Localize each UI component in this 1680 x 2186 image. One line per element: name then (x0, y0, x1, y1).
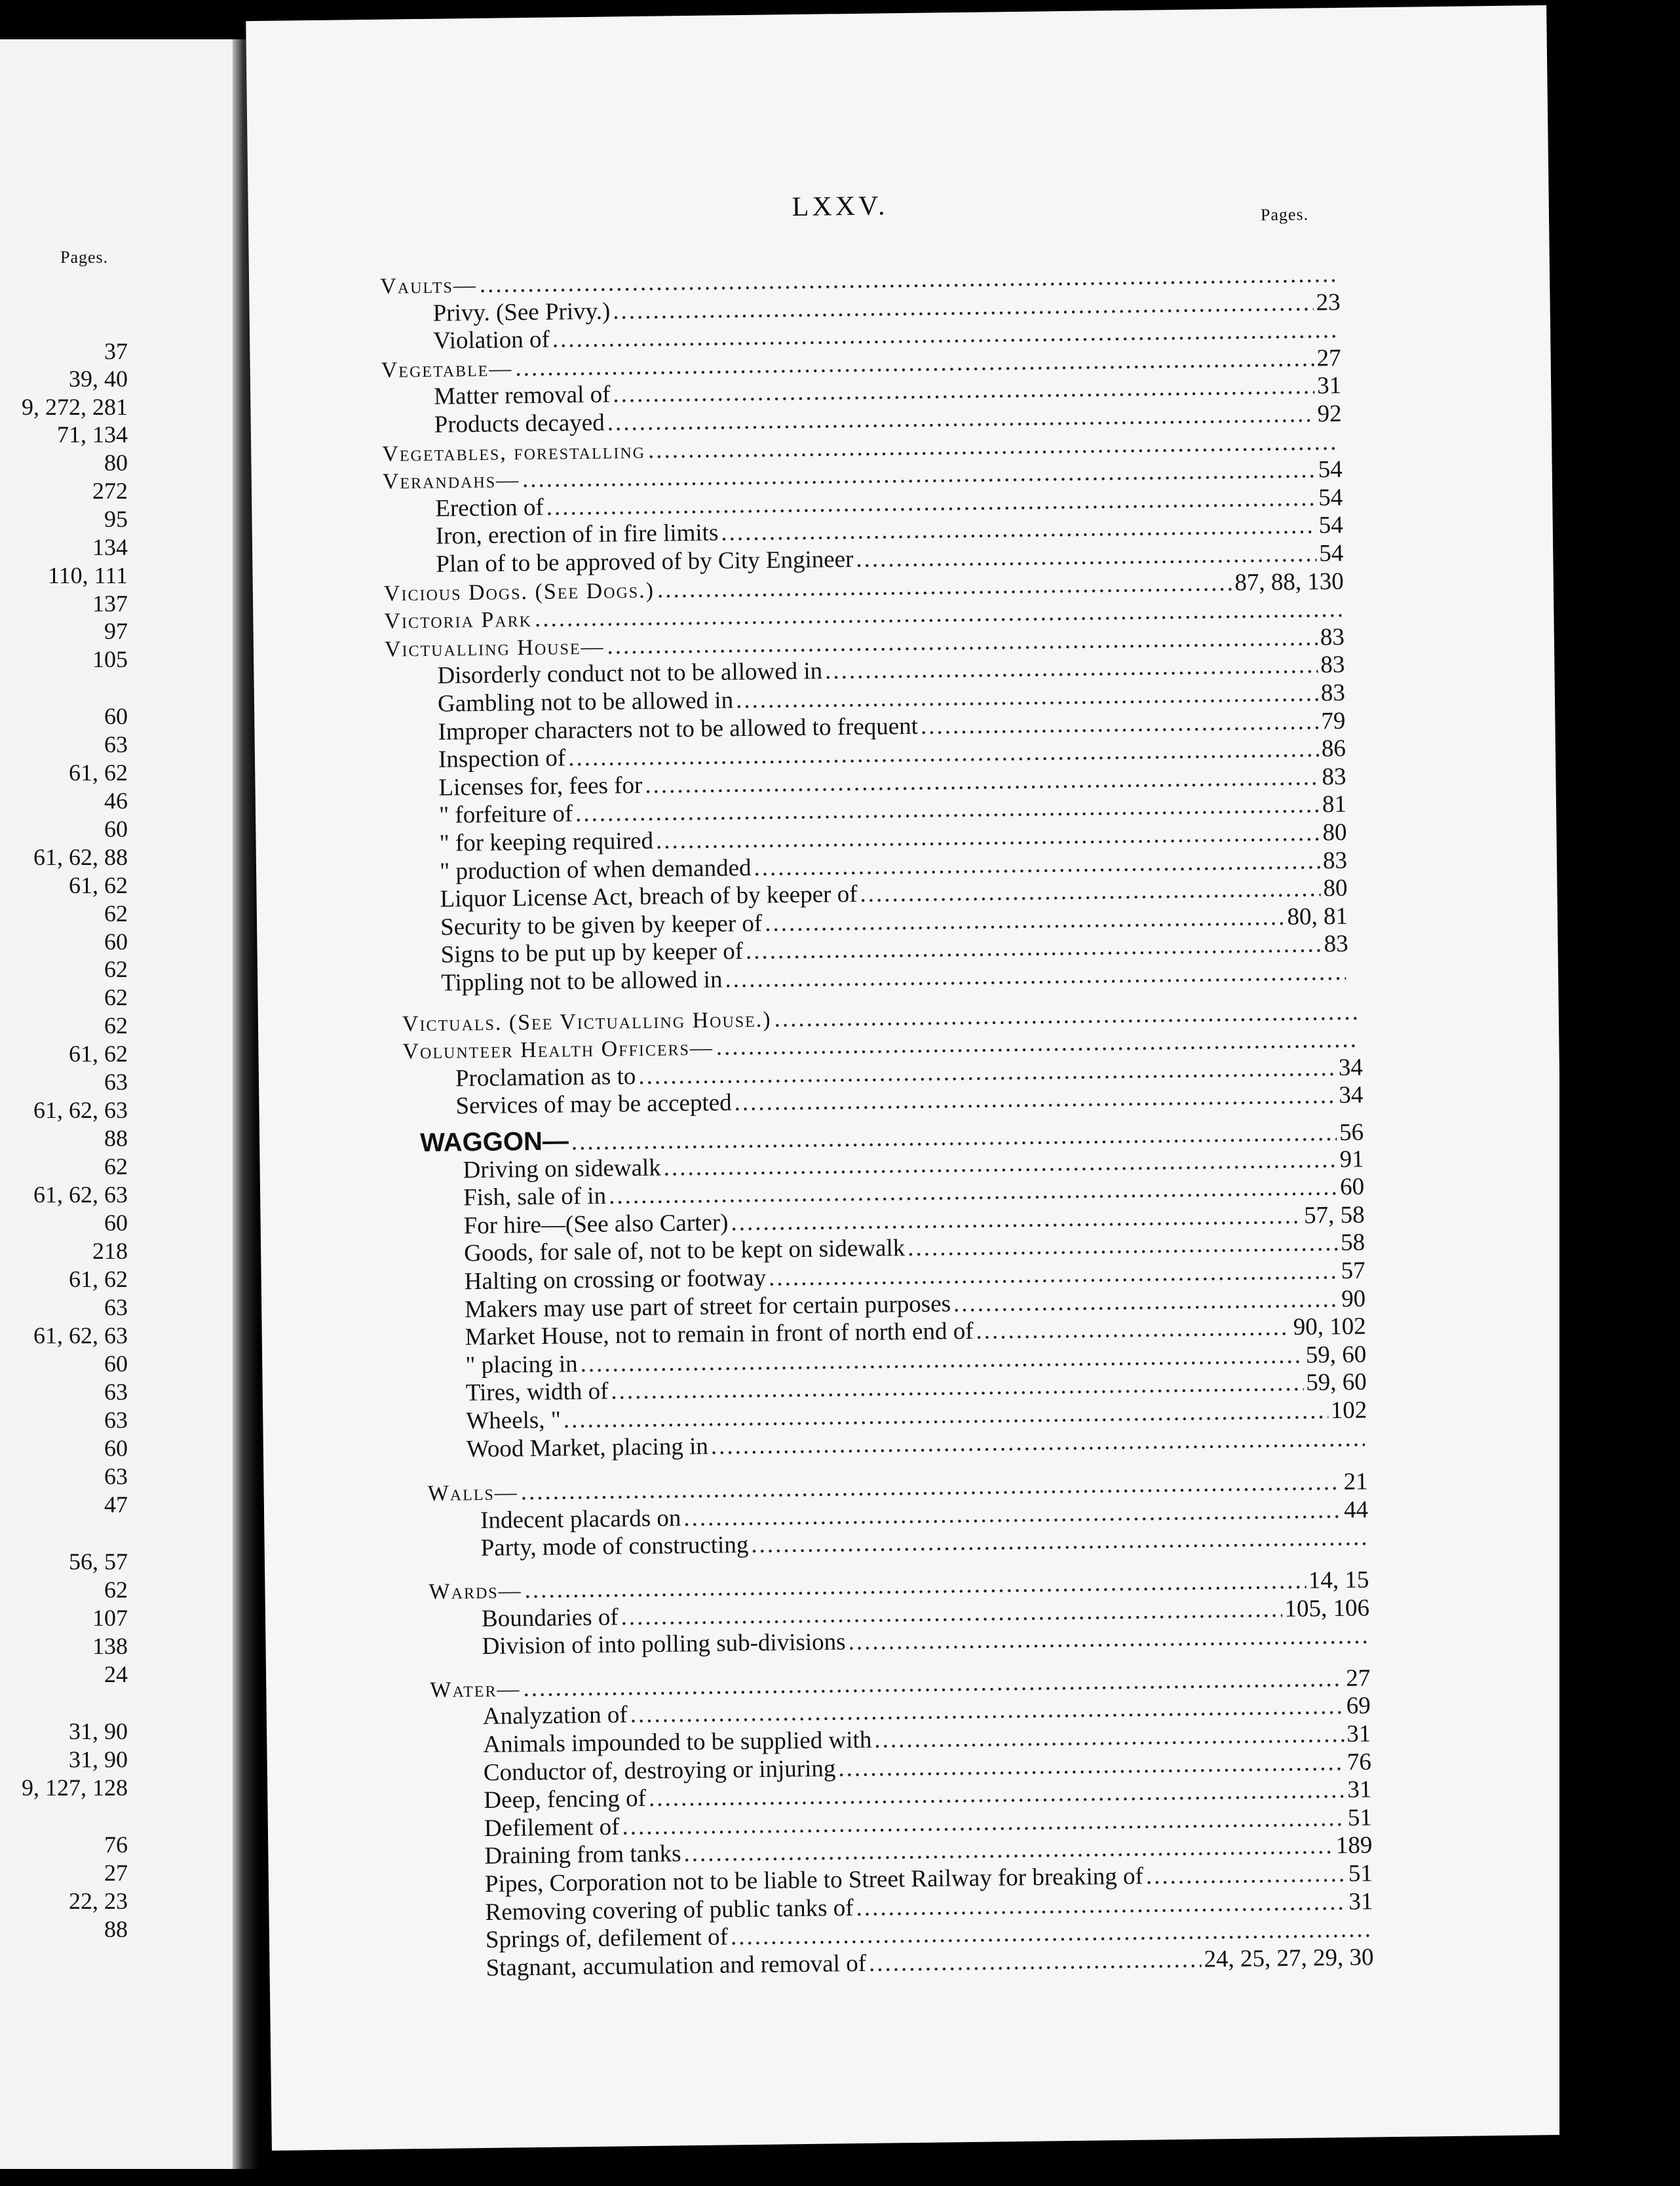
entry-text: Privy. (See Privy.) (432, 297, 611, 327)
left-page-ref: 134 (92, 534, 128, 560)
entry-text: Plan of to be approved of by City Engineer (436, 545, 854, 578)
page-folio: LXXV. (792, 191, 888, 223)
entry-text: Gambling not to be allowed in (437, 687, 734, 718)
leader-dots (869, 1945, 1202, 1978)
entry-text: Defilement of (484, 1813, 620, 1842)
left-page-ref: 63 (104, 731, 128, 757)
entry-pages: 54 (1318, 484, 1343, 512)
entry-pages: 90, 102 (1293, 1313, 1366, 1341)
left-page-ref: 37 (104, 338, 128, 364)
entry-text: Licenses for, fees for (438, 771, 643, 801)
left-page-ref: 272 (92, 478, 128, 504)
entry-text: Fish, sale of in (463, 1182, 607, 1212)
left-page-ref: 9, 127, 128 (22, 1774, 128, 1801)
entry-pages: 60 (1339, 1173, 1365, 1201)
entry-pages: 79 (1321, 707, 1346, 735)
left-page-ref: 110, 111 (48, 562, 128, 588)
left-page-ref: 88 (104, 1916, 128, 1942)
entry-text: Matter removal of (433, 381, 611, 411)
left-page-ref: 22, 23 (69, 1888, 128, 1914)
entry-pages: 80 (1323, 874, 1348, 902)
entry-text: Removing covering of public tanks of (485, 1894, 854, 1926)
leader-dots (848, 1622, 1367, 1657)
entry-text: Wood Market, placing in (466, 1432, 709, 1463)
left-page-ref: 107 (92, 1605, 128, 1631)
left-page-ref: 39, 40 (69, 366, 128, 392)
left-page-ref: 137 (92, 590, 128, 617)
entry-text: Victualling House— (384, 634, 605, 662)
left-page-ref: 60 (104, 1210, 128, 1236)
left-page-ref: 97 (104, 618, 128, 644)
entry-pages: 59, 60 (1305, 1368, 1367, 1397)
left-page-ref: 63 (104, 1407, 128, 1433)
entry-pages: 34 (1339, 1081, 1364, 1109)
entry-text: Boundaries of (481, 1603, 619, 1632)
entry-text: Security to be given by keeper of (440, 910, 763, 941)
left-page-ref: 63 (104, 1379, 128, 1405)
entry-text: Vegetable— (381, 356, 513, 383)
left-page-ref: 31, 90 (69, 1746, 128, 1773)
right-page (246, 5, 1573, 2151)
left-page-ref: 62 (104, 956, 128, 982)
entry-text: Conductor of, destroying or injuring (483, 1755, 836, 1786)
entry-pages: 31 (1348, 1888, 1373, 1915)
entry-text: Animals impounded to be supplied with (483, 1726, 872, 1759)
entry-text: Improper characters not to be allowed to frequent (438, 712, 919, 746)
left-page-ref: 9, 272, 281 (22, 394, 128, 420)
entry-pages: 23 (1316, 288, 1341, 316)
entry-text: Vegetables, forestalling (382, 438, 646, 467)
entry-pages: 24, 25, 27, 29, 30 (1204, 1944, 1374, 1973)
left-page-ref: 95 (104, 506, 128, 532)
left-page-ref: 62 (104, 1577, 128, 1603)
entry-text: Market House, not to remain in front of north end of (465, 1318, 974, 1351)
entry-pages: 14, 15 (1308, 1566, 1369, 1594)
left-page-ref: 61, 62, 88 (33, 844, 128, 870)
left-page-ref: 60 (104, 929, 128, 955)
entry-pages: 44 (1343, 1496, 1369, 1524)
entry-text: Tires, width of (465, 1378, 609, 1407)
left-page-ref: 31, 90 (69, 1718, 128, 1744)
left-page-ref: 61, 62, 63 (33, 1097, 128, 1123)
entry-text: Services of may be accepted (455, 1089, 732, 1120)
left-page-ref: 61, 62 (69, 1266, 128, 1292)
left-page-ref: 88 (104, 1125, 128, 1151)
entry-pages: 31 (1346, 1720, 1371, 1748)
left-page-ref: 105 (92, 646, 128, 672)
left-page (0, 39, 236, 2169)
left-page-ref: 62 (104, 984, 128, 1010)
entry-text: Proclamation as to (455, 1062, 636, 1092)
entry-text: Inspection of (438, 744, 566, 773)
entry-text: Vicious Dogs. (See Dogs.) (383, 578, 655, 606)
left-page-ref: 56, 57 (69, 1548, 128, 1575)
entry-text: Pipes, Corporation not to be liable to Street Railway for breaking of (484, 1862, 1144, 1898)
entry-pages: 31 (1316, 372, 1342, 400)
entry-text: Verandahs— (382, 468, 520, 494)
left-page-ref: 61, 62, 63 (33, 1181, 128, 1208)
entry-text: Violation of (432, 326, 550, 355)
left-page-ref: 71, 134 (57, 421, 128, 448)
entry-pages: 87, 88, 130 (1234, 567, 1345, 596)
entry-pages: 27 (1316, 344, 1341, 372)
entry-text: Volunteer Health Officers— (402, 1035, 714, 1064)
entry-text: Signs to be put up by keeper of (440, 938, 744, 969)
entry-pages: 58 (1340, 1229, 1365, 1257)
entry-text: Victoria Park (384, 607, 533, 634)
left-page-ref: 47 (104, 1491, 128, 1518)
entry-text: Erection of (435, 493, 544, 522)
left-page-ref: 63 (104, 1069, 128, 1095)
entry-text: Water— (430, 1677, 521, 1702)
left-page-ref: 27 (104, 1860, 128, 1886)
left-page-ref: 76 (104, 1831, 128, 1858)
entry-pages: 105, 106 (1284, 1594, 1370, 1622)
entry-pages: 92 (1317, 400, 1342, 428)
entry-pages: 21 (1343, 1468, 1368, 1496)
entry-pages: 80 (1322, 818, 1347, 847)
entry-pages: 69 (1346, 1692, 1371, 1720)
entry-pages: 57, 58 (1303, 1201, 1365, 1229)
entry-text: Driving on sidewalk (463, 1154, 662, 1183)
entry-pages: 76 (1346, 1748, 1372, 1776)
entry-pages: 86 (1321, 735, 1346, 763)
left-page-ref: 80 (104, 450, 128, 476)
entry-pages: 51 (1347, 1804, 1373, 1831)
left-page-ref: 61, 62 (69, 759, 128, 786)
left-page-ref: 61, 62, 63 (33, 1322, 128, 1349)
entry-pages: 57 (1341, 1257, 1365, 1284)
entry-pages: 83 (1322, 847, 1348, 874)
left-page-ref: 61, 62 (69, 872, 128, 898)
left-page-ref: 60 (104, 1435, 128, 1461)
entry-pages: 83 (1320, 679, 1346, 707)
entry-pages: 27 (1345, 1664, 1371, 1692)
entry-pages: 54 (1318, 456, 1343, 484)
entry-text: Wards— (429, 1579, 522, 1605)
left-page-ref: 218 (92, 1238, 128, 1264)
entry-pages: 90 (1341, 1285, 1366, 1313)
entry-text: Victuals. (See Victualling House.) (402, 1007, 772, 1037)
left-page-ref: 62 (104, 900, 128, 927)
entry-text: Vaults— (379, 273, 478, 299)
entry-pages: 54 (1318, 512, 1343, 539)
scan-border (1559, 0, 1680, 2186)
entry-text: Stagnant, accumulation and removal of (486, 1949, 867, 1982)
entry-pages: 83 (1320, 623, 1345, 651)
entry-text: Liquor License Act, breach of by keeper of (440, 881, 858, 913)
entry-text: Iron, erection of in fire limits (435, 519, 719, 550)
entry-pages: 54 (1319, 539, 1344, 567)
left-page-ref: 60 (104, 703, 128, 729)
entry-text: Analyzation of (482, 1701, 628, 1731)
left-page-ref: 138 (92, 1633, 128, 1659)
entry-text: " placing in (465, 1351, 578, 1379)
left-pages-label: Pages. (60, 248, 109, 267)
entry-pages: 102 (1330, 1396, 1367, 1425)
left-page-ref: 60 (104, 1351, 128, 1377)
entry-pages: 56 (1339, 1119, 1364, 1146)
entry-text: Draining from tanks (484, 1840, 681, 1870)
entry-text: Disorderly conduct not to be allowed in (437, 657, 823, 690)
entry-text: " for keeping required (439, 827, 654, 857)
entry-pages: 34 (1338, 1054, 1364, 1081)
left-page-ref: 63 (104, 1463, 128, 1489)
entry-text: Products decayed (434, 409, 605, 438)
entry-text: Goods, for sale of, not to be kept on sidewalk (463, 1235, 906, 1267)
entry-pages: 81 (1322, 791, 1347, 818)
left-page-ref: 62 (104, 1153, 128, 1179)
entry-text: Division of into polling sub-divisions (482, 1628, 846, 1660)
entry-text: Halting on crossing or footway (464, 1264, 767, 1295)
left-page-ref: 61, 62 (69, 1041, 128, 1067)
entry-text: " forfeiture of (438, 800, 573, 830)
leader-dots (976, 1313, 1291, 1346)
right-pages-label: Pages. (1260, 204, 1309, 225)
left-page-ref: 46 (104, 788, 128, 814)
entry-pages: 83 (1324, 930, 1348, 958)
entry-text: WAGGON— (419, 1126, 569, 1158)
entry-pages: 83 (1322, 763, 1346, 791)
entry-text: Party, mode of constructing (480, 1531, 749, 1562)
entry-pages: 189 (1335, 1831, 1373, 1860)
entry-pages: 91 (1339, 1145, 1364, 1173)
entry-text: For hire—(See also Carter) (463, 1209, 729, 1240)
entry-text: Tippling not to be allowed in (440, 966, 723, 997)
left-page-ref: 62 (104, 1012, 128, 1039)
entry-pages: 31 (1347, 1776, 1372, 1804)
entry-text: " production of when demanded (439, 854, 752, 885)
entry-text: Springs of, defilement of (485, 1923, 729, 1954)
leader-dots (1146, 1860, 1346, 1891)
entry-text: Walls— (427, 1480, 519, 1506)
entry-pages: 83 (1320, 651, 1345, 679)
entry-pages: 51 (1348, 1860, 1373, 1887)
entry-pages: 80, 81 (1287, 902, 1348, 930)
left-page-ref: 24 (104, 1661, 128, 1687)
entry-text: Indecent placards on (480, 1505, 681, 1534)
left-page-ref: 60 (104, 816, 128, 842)
entry-text: Deep, fencing of (484, 1785, 647, 1814)
entry-text: Makers may use part of street for certain purposes (465, 1290, 951, 1323)
entry-text: Wheels, " (466, 1406, 562, 1435)
left-page-ref: 63 (104, 1294, 128, 1320)
entry-pages: 59, 60 (1305, 1341, 1367, 1369)
